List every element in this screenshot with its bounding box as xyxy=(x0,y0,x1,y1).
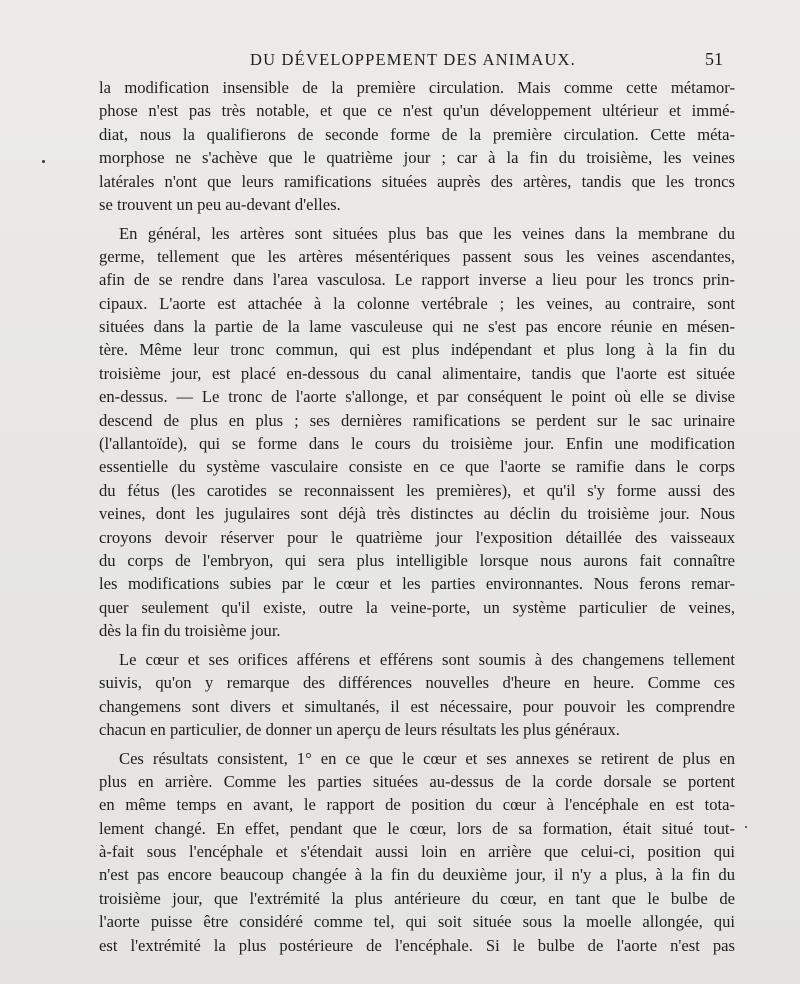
text-line: latérales n'ont que leurs ramifications situées auprès des artères, tandis que les troncs xyxy=(99,171,735,191)
ink-speck xyxy=(745,826,747,828)
text-line: du fétus (les carotides se reconnaissent les premières), et qu'il s'y forme aussi des xyxy=(99,480,735,500)
paragraph-2 xyxy=(99,222,735,643)
text-line: plus en arrière. Comme les parties situées au-dessus de la corde dorsale se portent xyxy=(99,771,735,791)
paragraph-4 xyxy=(99,747,735,958)
text-line: à-fait sous l'encéphale et s'étendait aussi loin en arrière que celui-ci, position qui xyxy=(99,842,735,862)
text-line: afin de se rendre dans l'area vasculosa. Le rapport inverse a lieu pour les troncs prin- xyxy=(99,270,735,290)
text-line: du corps de l'embryon, qui sera plus intelligible lorsque nous aurons fait connaître xyxy=(99,551,735,570)
text-line: croyons devoir réserver pour le quatrième jour l'exposition détaillée des vaisseaux xyxy=(99,527,735,547)
text-line: en-dessus. — Le tronc de l'aorte s'allonge, et par conséquent le point où elle se divise xyxy=(99,387,735,407)
running-title: DU DÉVELOPPEMENT DES ANIMAUX. xyxy=(250,50,576,69)
text-line: phose n'est pas très notable, et que ce n'est qu'un développement ultérieur et immé- xyxy=(99,101,735,121)
text-line: chacun en particulier, de donner un aperçu de leurs résultats les plus généraux. xyxy=(99,719,620,739)
running-head xyxy=(0,50,800,74)
paragraph-1 xyxy=(99,76,735,216)
text-line: suivis, qu'on y remarque des différences nouvelles d'heure en heure. Comme ces xyxy=(99,673,735,693)
text-line: cipaux. L'aorte est attachée à la colonne vertébrale ; les veines, au contraire, sont xyxy=(99,293,735,313)
text-line: troisième jour, que l'extrémité la plus antérieure du cœur, en tant que le bulbe de xyxy=(99,888,735,908)
text-line: descend de plus en plus ; ses dernières ramifications se perdent sur le sac urinaire xyxy=(99,410,735,430)
text-line: en même temps en avant, le rapport de position du cœur à l'encéphale en est tota- xyxy=(99,795,735,815)
text-line: les modifications subies par le cœur et les parties environnantes. Nous ferons remar- xyxy=(99,574,735,594)
paragraph-3 xyxy=(99,648,735,742)
text-line: changemens sont divers et simultanés, il est nécessaire, pour pouvoir les comprendre xyxy=(99,696,735,716)
text-line: troisième jour, est placé en-dessous du canal alimentaire, tandis que l'aorte est située xyxy=(99,363,735,383)
text-line: morphose ne s'achève que le quatrième jour ; car à la fin du troisième, les veines xyxy=(99,148,735,168)
ink-speck xyxy=(42,160,45,163)
page-number: 51 xyxy=(705,49,723,69)
text-line: dès la fin du troisième jour. xyxy=(99,621,281,641)
text-line: (l'allantoïde), qui se forme dans le cours du troisième jour. Enfin une modification xyxy=(99,434,735,454)
text-line: germe, tellement que les artères mésentériques passent sous les veines ascendantes, xyxy=(99,246,735,266)
text-line: la modification insensible de la première circulation. Mais comme cette métamor- xyxy=(99,78,735,97)
text-line: diat, nous la qualifierons de seconde forme de la première circulation. Cette méta- xyxy=(99,124,735,144)
body-text xyxy=(99,76,735,957)
text-line: En général, les artères sont situées plus bas que les veines dans la membrane du xyxy=(119,223,735,243)
text-line: se trouvent un peu au-devant d'elles. xyxy=(99,194,341,214)
text-line: est l'extrémité la plus postérieure de l'encéphale. Si le bulbe de l'aorte n'est pas xyxy=(99,935,735,955)
text-line: n'est pas encore beaucoup changée à la fin du deuxième jour, il n'y a plus, à la fin du xyxy=(99,865,735,885)
text-line: veines, dont les jugulaires sont déjà très distinctes au déclin du troisième jour. Nous xyxy=(99,504,735,524)
text-line: l'aorte puisse être considéré comme tel, qui soit située sous la moelle allongée, qui xyxy=(99,912,735,932)
text-line: quer seulement qu'il existe, outre la veine-porte, un système particulier de veines, xyxy=(99,597,735,617)
text-line: situées dans la partie de la lame vasculeuse qui ne s'est pas encore réunie en mésen- xyxy=(99,317,735,337)
text-line: Ces résultats consistent, 1° en ce que le cœur et ses annexes se retirent de plus en xyxy=(119,748,735,768)
text-line: lement changé. En effet, pendant que le cœur, lors de sa formation, était situé tout- xyxy=(99,818,735,838)
text-line: Le cœur et ses orifices afférens et efférens sont soumis à des changemens tellement xyxy=(119,649,735,669)
text-line: tère. Même leur tronc commun, qui est plus indépendant et plus long à la fin du xyxy=(99,340,735,360)
text-line: essentielle du système vasculaire consiste en ce que l'aorte se ramifie dans le corps xyxy=(99,457,735,477)
